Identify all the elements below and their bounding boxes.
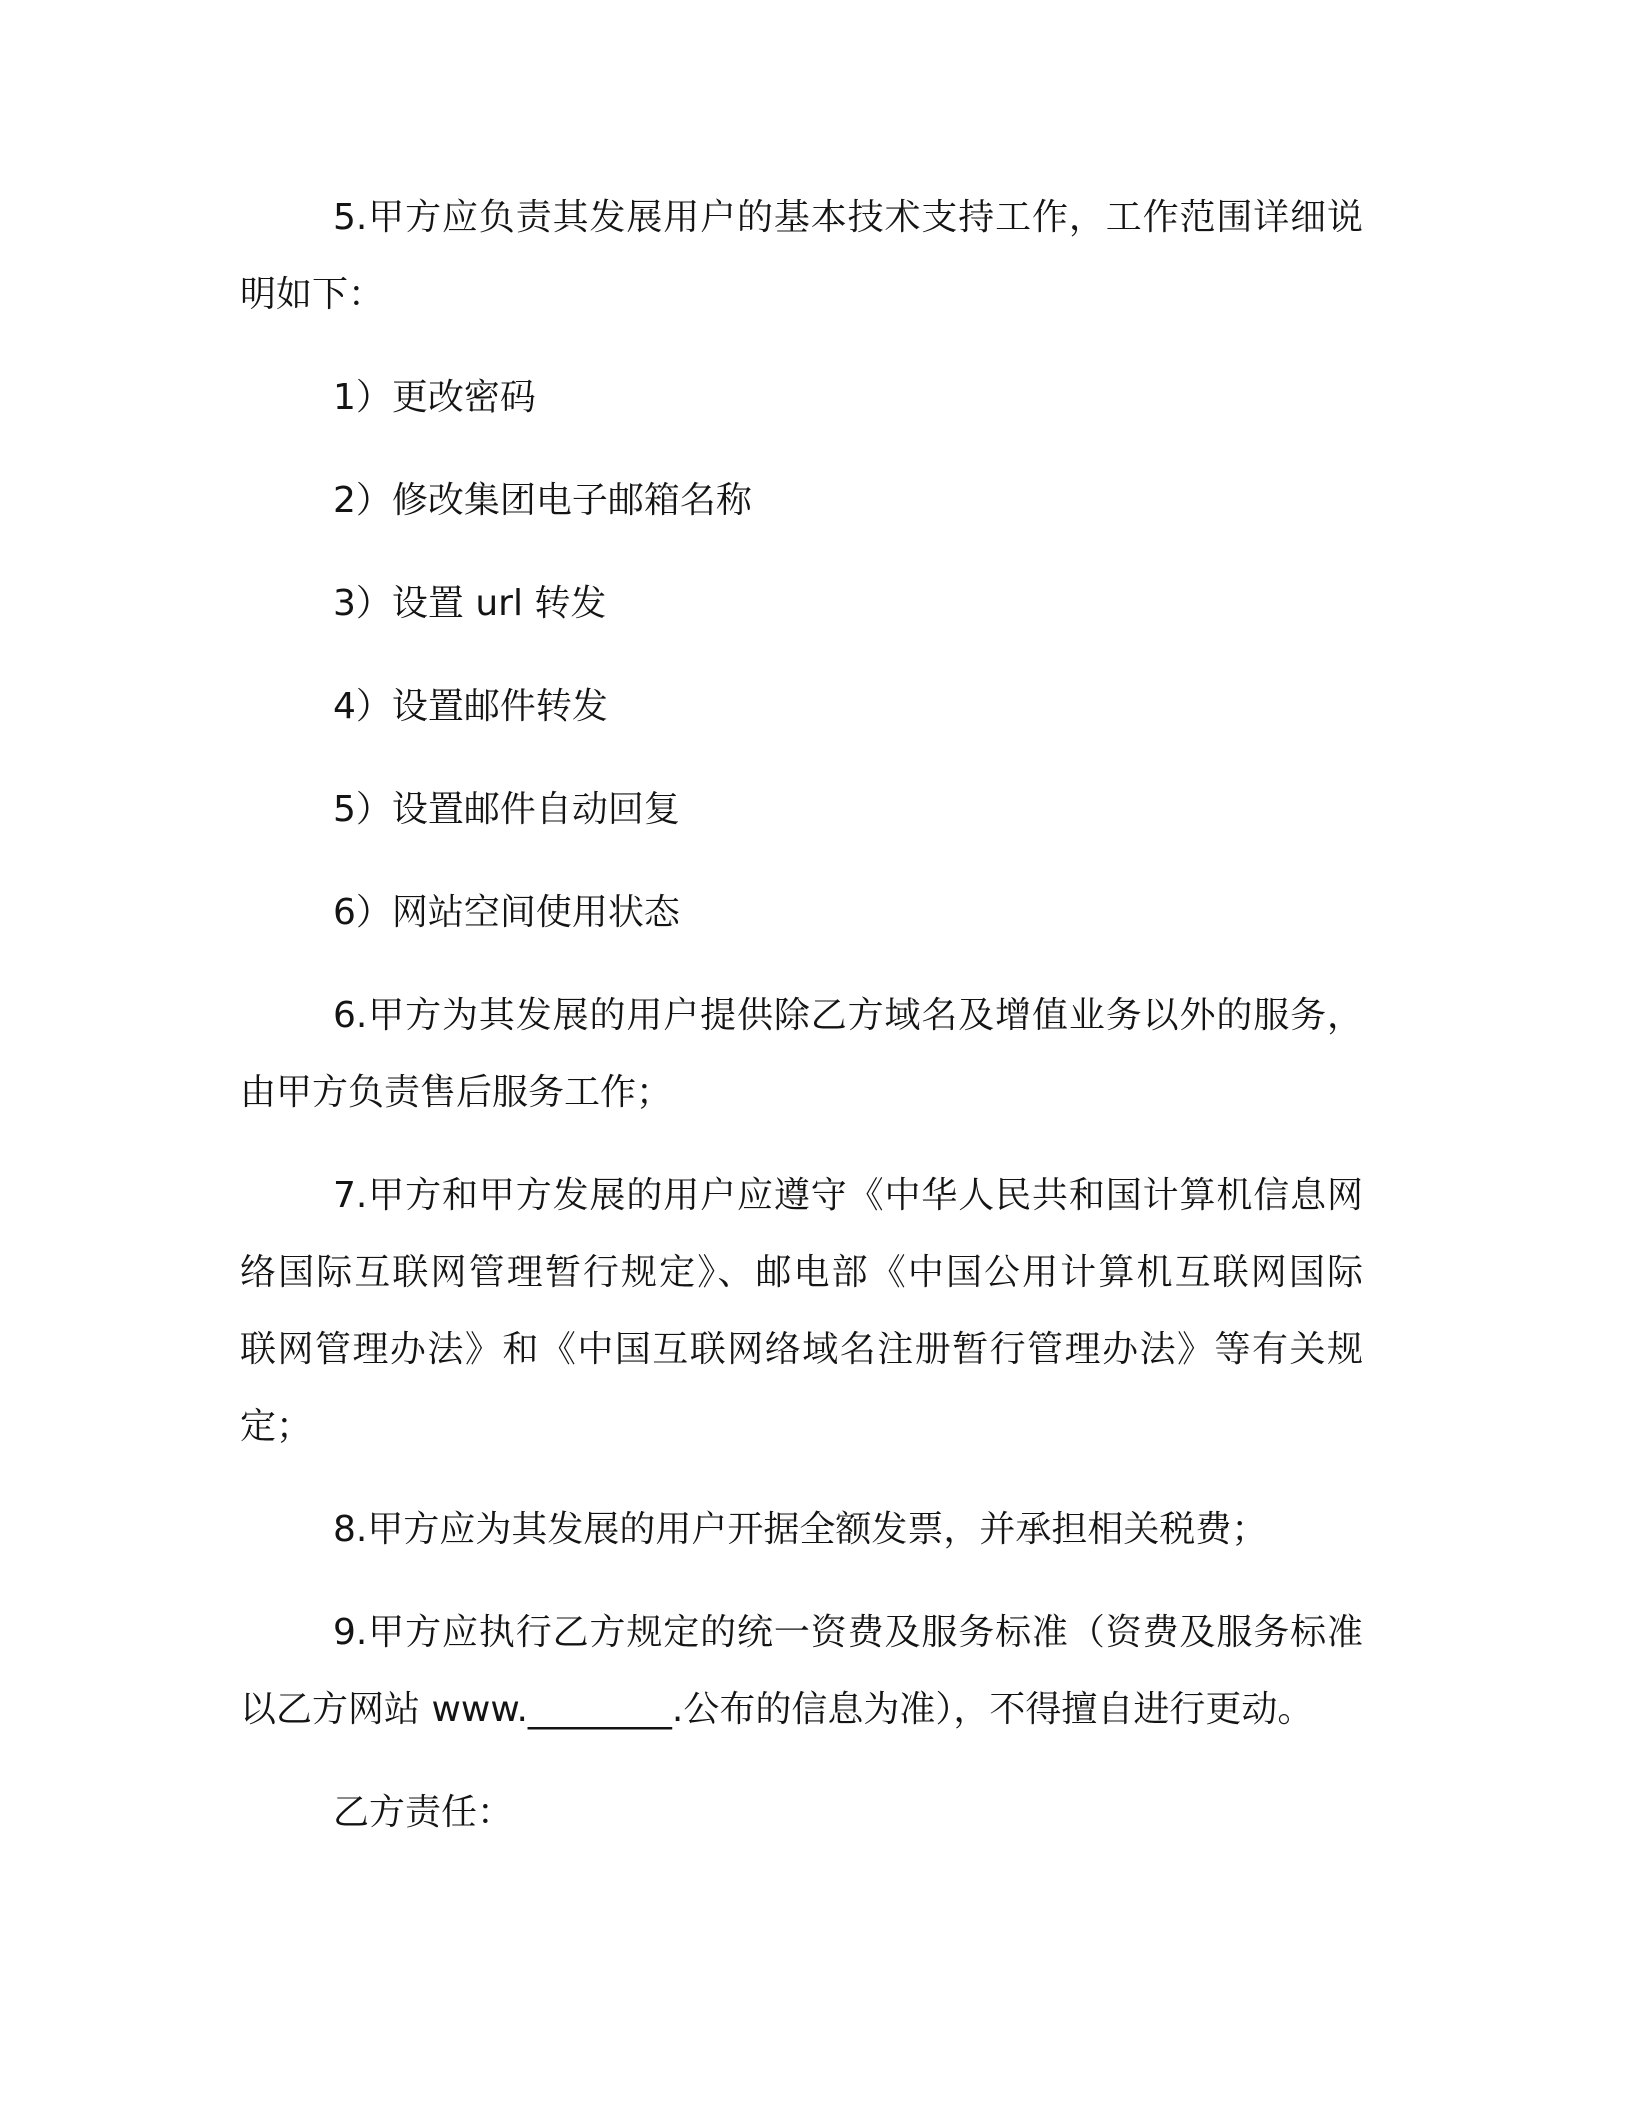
- paragraph-line: 以乙方网站 www.________.公布的信息为准），不得擅自进行更动。: [240, 1689, 1314, 1730]
- clause-5-item-1: [240, 359, 1363, 436]
- paragraph-line: 络国际互联网管理暂行规定》、邮电部《中国公用计算机互联网国际: [240, 1252, 1363, 1293]
- paragraph-line: 联网管理办法》和《中国互联网络域名注册暂行管理办法》等有关规: [240, 1329, 1363, 1370]
- paragraph-line: 7.甲方和甲方发展的用户应遵守《中华人民共和国计算机信息网: [333, 1175, 1363, 1216]
- clause-5-item-3: [240, 565, 1363, 642]
- paragraph-line: 9.甲方应执行乙方规定的统一资费及服务标准（资费及服务标准: [333, 1612, 1363, 1653]
- paragraph-line: 明如下：: [240, 274, 385, 315]
- section-heading: 乙方责任：: [333, 1792, 514, 1833]
- clause-6-paragraph: [240, 977, 1363, 1131]
- paragraph-line: 8.甲方应为其发展的用户开据全额发票，并承担相关税费；: [333, 1509, 1268, 1550]
- clause-5-item-2: [240, 462, 1363, 539]
- clause-9-paragraph: [240, 1594, 1363, 1748]
- list-item: 1）更改密码: [333, 377, 536, 418]
- list-item: 5）设置邮件自动回复: [333, 789, 680, 830]
- list-item: 2）修改集团电子邮箱名称: [333, 480, 752, 521]
- paragraph-line: 6.甲方为其发展的用户提供除乙方域名及增值业务以外的服务，: [333, 995, 1363, 1036]
- party-b-section: [240, 1774, 1363, 1851]
- clause-7-paragraph: [240, 1157, 1363, 1465]
- paragraph-line: 定；: [240, 1406, 313, 1447]
- paragraph-line: 5.甲方应负责其发展用户的基本技术支持工作，工作范围详细说: [333, 197, 1363, 238]
- list-item: 3）设置 url 转发: [333, 583, 607, 624]
- clause-5-item-4: [240, 668, 1363, 745]
- document-body: [240, 179, 1363, 1877]
- list-item: 4）设置邮件转发: [333, 686, 608, 727]
- clause-5-paragraph: [240, 179, 1363, 333]
- list-item: 6）网站空间使用状态: [333, 892, 680, 933]
- clause-8-paragraph: [240, 1491, 1363, 1568]
- clause-5-item-6: [240, 874, 1363, 951]
- clause-5-item-5: [240, 771, 1363, 848]
- paragraph-line: 由甲方负责售后服务工作；: [240, 1072, 673, 1113]
